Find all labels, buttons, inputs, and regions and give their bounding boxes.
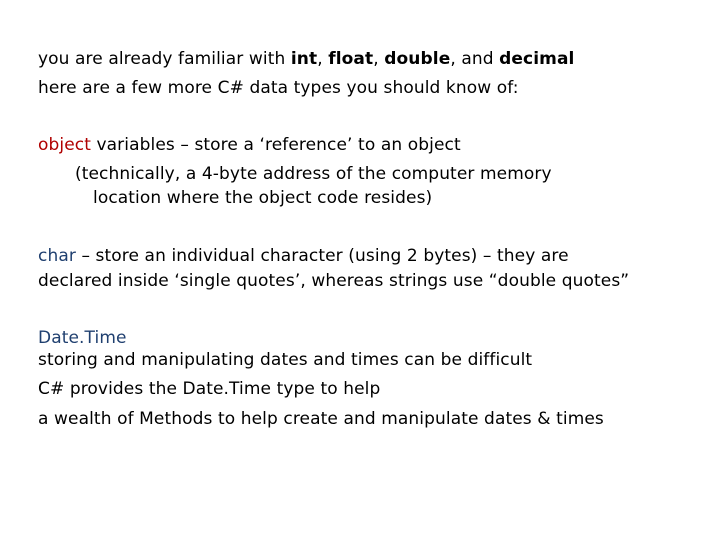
intro-line-1 xyxy=(38,48,574,70)
char-line-1-rest: – store an individual character (using 2 bytes) – they are xyxy=(75,246,569,266)
intro-sep-3: , and xyxy=(450,49,500,69)
datetime-line-3: a wealth of Methods to help create and manipulate dates & times xyxy=(38,409,604,429)
char-keyword: char xyxy=(38,246,76,266)
type-decimal: decimal xyxy=(499,49,575,69)
datetime-line-2: C# provides the Date.Time type to help xyxy=(38,379,381,399)
type-int: int xyxy=(290,49,318,69)
char-line-1 xyxy=(38,245,569,267)
datetime-line-1: storing and manipulating dates and times can be difficult xyxy=(38,350,533,370)
intro-line-1-prefix: you are already familiar with xyxy=(38,49,291,69)
type-float: float xyxy=(328,49,374,69)
intro-line-2: here are a few more C# data types you should know of: xyxy=(38,78,519,98)
object-keyword: object xyxy=(38,135,91,155)
intro-sep-1: , xyxy=(317,49,329,69)
object-line-1-rest: variables – store a ‘reference’ to an object xyxy=(91,135,461,155)
intro-sep-2: , xyxy=(373,49,385,69)
type-double: double xyxy=(384,49,451,69)
object-line-3: location where the object code resides) xyxy=(93,188,433,208)
datetime-heading: Date.Time xyxy=(38,328,127,348)
object-line-2: (technically, a 4-byte address of the computer memory xyxy=(75,164,552,184)
object-line-1 xyxy=(38,134,461,156)
char-line-2: declared inside ‘single quotes’, whereas strings use “double quotes” xyxy=(38,271,630,291)
